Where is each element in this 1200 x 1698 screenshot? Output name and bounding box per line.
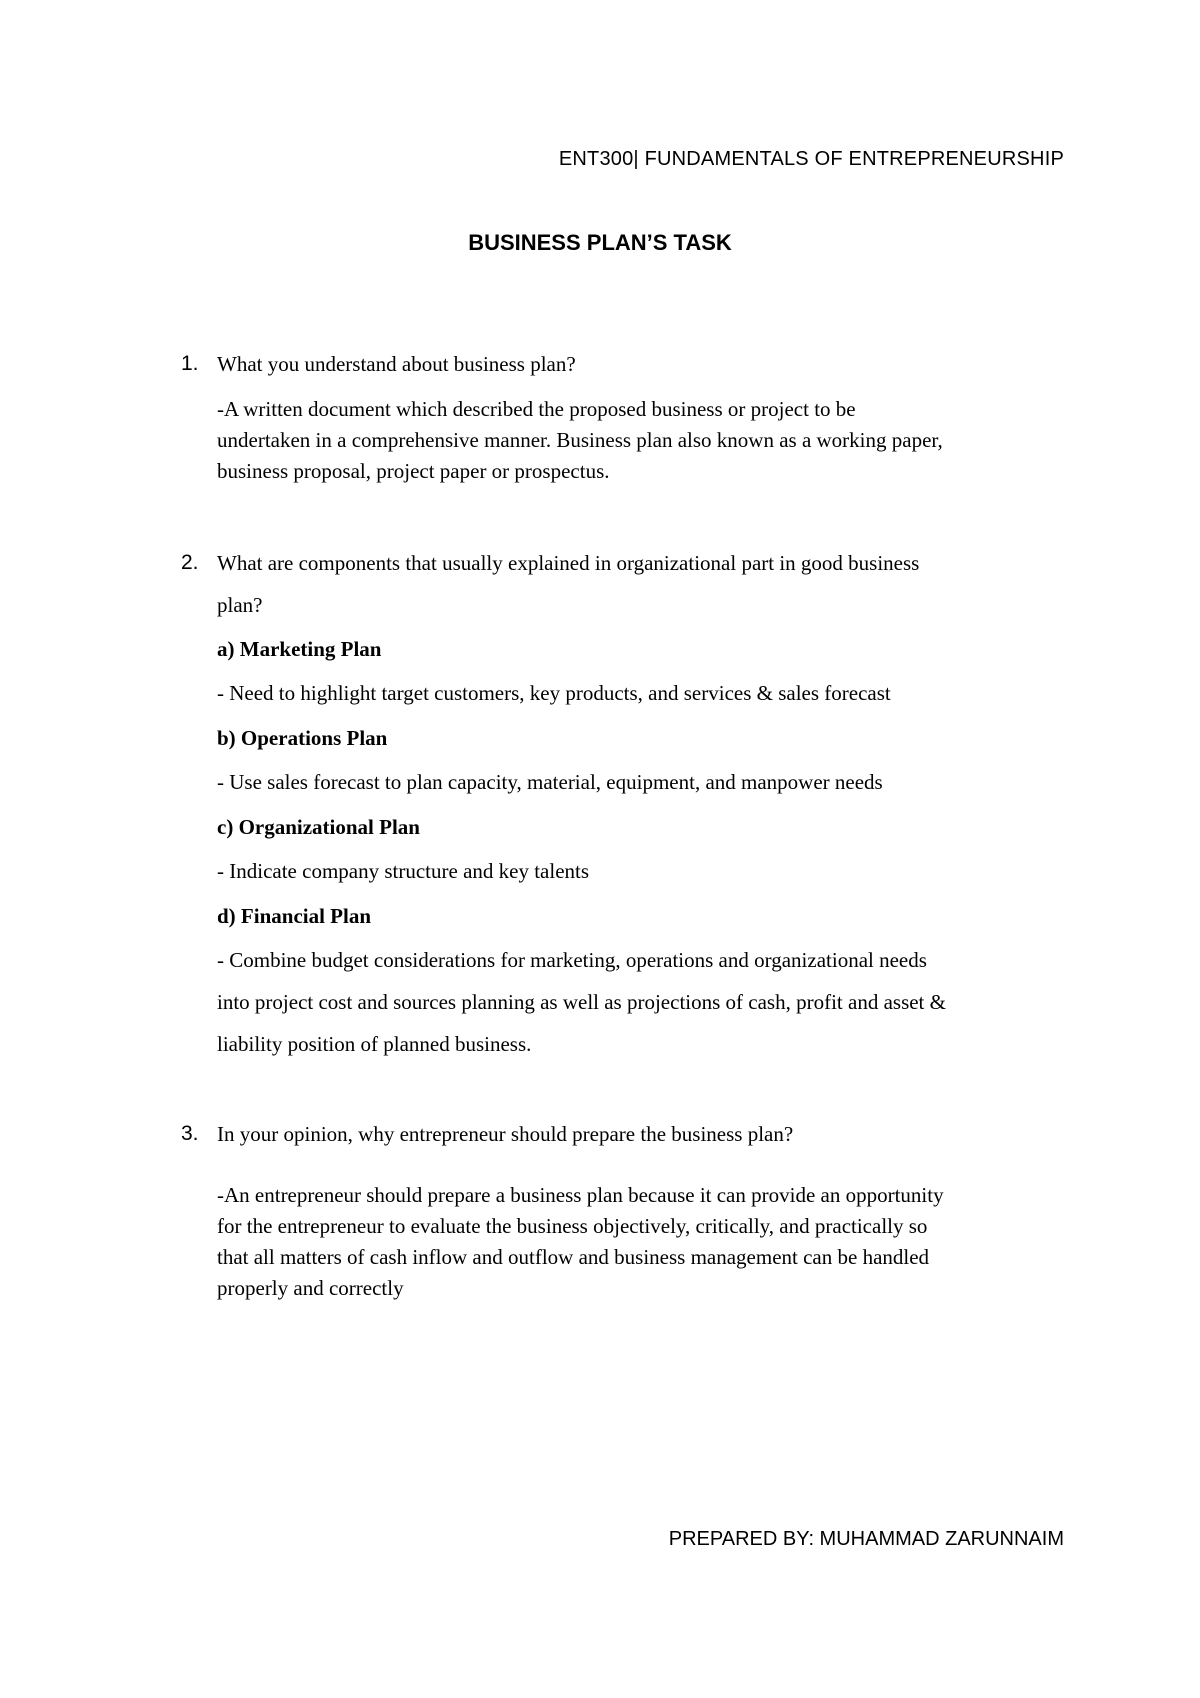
component-desc-financial bbox=[217, 939, 1077, 1065]
answer-line: that all matters of cash inflow and outflow and business management can be handled bbox=[217, 1245, 930, 1269]
answer-line: -A written document which described the proposed business or project to be bbox=[217, 397, 856, 421]
component-heading-financial: d) Financial Plan bbox=[217, 904, 372, 928]
answer-line: for the entrepreneur to evaluate the business objectively, critically, and practically so bbox=[217, 1214, 928, 1238]
answer-line: -An entrepreneur should prepare a business plan because it can provide an opportunity bbox=[217, 1183, 944, 1207]
question-text: What you understand about business plan? bbox=[217, 352, 576, 376]
component-heading-marketing: a) Marketing Plan bbox=[217, 637, 382, 661]
question-text: In your opinion, why entrepreneur should prepare the business plan? bbox=[217, 1122, 794, 1146]
answer-line: business proposal, project paper or prospectus. bbox=[217, 459, 610, 483]
answer-1 bbox=[217, 394, 1077, 487]
answer-line: - Combine budget considerations for marketing, operations and organizational needs bbox=[217, 948, 927, 972]
course-header: ENT300| FUNDAMENTALS OF ENTREPRENEURSHIP bbox=[558, 148, 1064, 170]
component-heading-operations: b) Operations Plan bbox=[217, 726, 388, 750]
page-title: BUSINESS PLAN’S TASK bbox=[468, 230, 732, 255]
answer-line: liability position of planned business. bbox=[217, 1032, 532, 1056]
question-number: 2. bbox=[181, 551, 199, 574]
answer-3 bbox=[217, 1180, 1077, 1304]
question-text-continued: plan? bbox=[217, 593, 263, 617]
prepared-by: PREPARED BY: MUHAMMAD ZARUNNAIM bbox=[668, 1528, 1064, 1550]
question-text: What are components that usually explained in organizational part in good business bbox=[217, 551, 920, 575]
component-desc-operations: - Use sales forecast to plan capacity, material, equipment, and manpower needs bbox=[217, 770, 883, 794]
question-number: 1. bbox=[181, 352, 199, 375]
component-desc-organizational: - Indicate company structure and key talents bbox=[217, 859, 590, 883]
component-desc-marketing: - Need to highlight target customers, key products, and services & sales forecast bbox=[217, 681, 891, 705]
component-heading-organizational: c) Organizational Plan bbox=[217, 815, 420, 839]
answer-line: undertaken in a comprehensive manner. Business plan also known as a working paper, bbox=[217, 428, 943, 452]
question-number: 3. bbox=[181, 1122, 199, 1145]
answer-line: properly and correctly bbox=[217, 1276, 404, 1300]
answer-line: into project cost and sources planning as well as projections of cash, profit and asset & bbox=[217, 990, 946, 1014]
